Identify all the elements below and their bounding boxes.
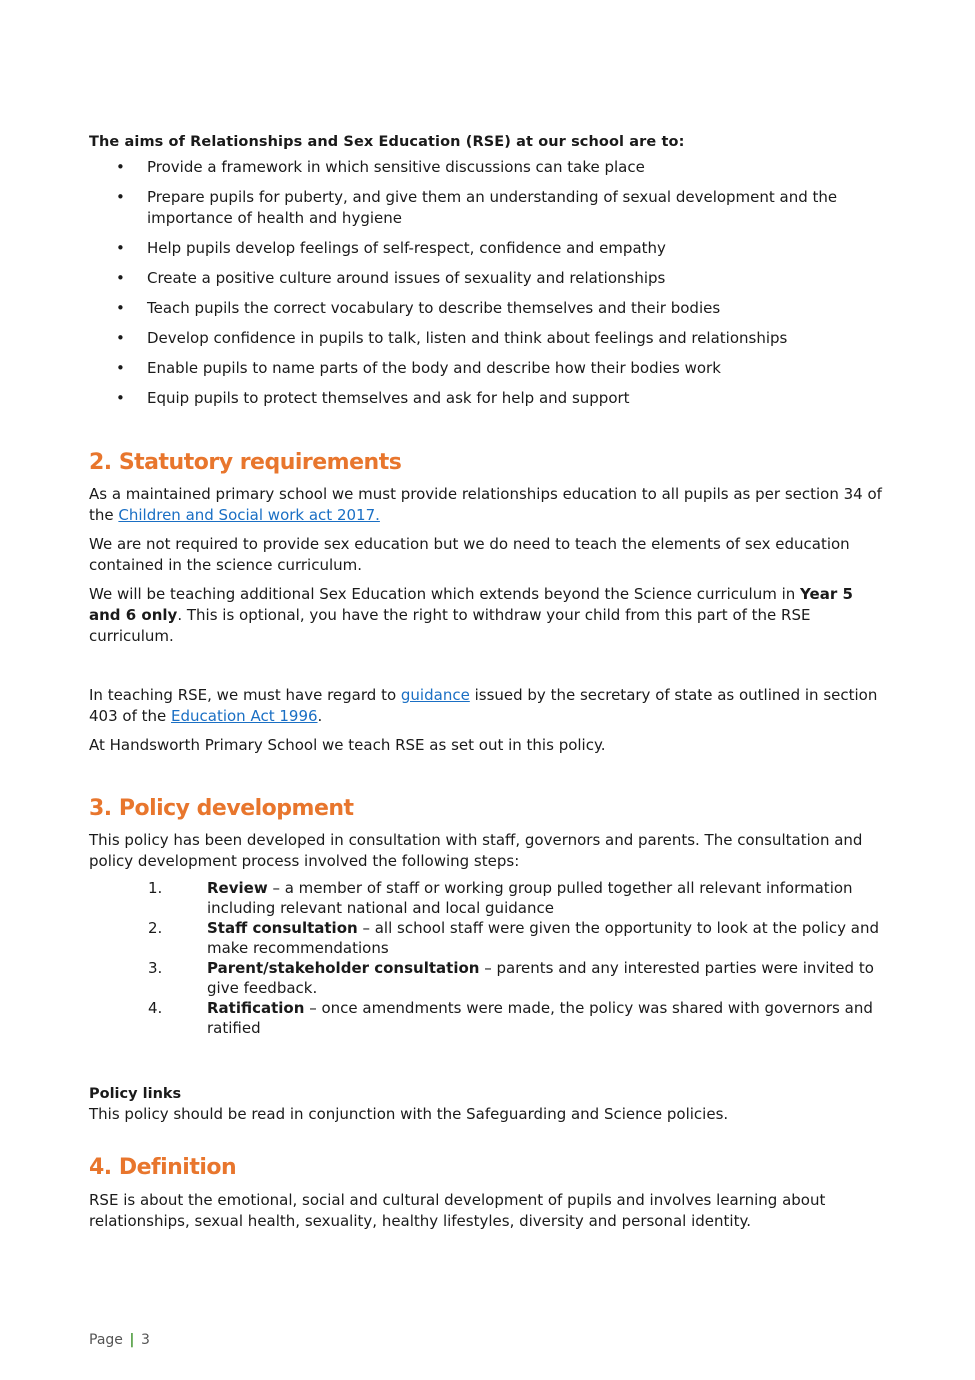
statutory-paragraph-4: In teaching RSE, we must have regard to guidance issued by the secretary of state as outlined in section 403 of the Education Act 1996. <box>89 686 878 725</box>
bullet-icon: • <box>116 359 125 377</box>
footer-separator: | <box>129 1332 135 1348</box>
statutory-paragraph-2: We are not required to provide sex education but we do need to teach the elements of sex education contained in the science curriculum. <box>89 535 850 574</box>
bullet-icon: • <box>116 188 125 206</box>
list-item: 1. Review – a member of staff or working group pulled together all relevant information including relevant national and local guidance <box>148 879 853 917</box>
statutory-paragraph-1: As a maintained primary school we must provide relationships education to all pupils as per section 34 of the Children and Social work act 2017. <box>89 485 882 524</box>
page-number: 3 <box>140 1332 150 1348</box>
list-item: • Develop confidence in pupils to talk, listen and think about feelings and relationships <box>116 329 788 347</box>
bullet-icon: • <box>116 299 125 317</box>
aims-title: The aims of Relationships and Sex Education (RSE) at our school are to: <box>89 134 685 150</box>
bullet-icon: • <box>116 158 125 176</box>
list-item: 4. Ratification – once amendments were made, the policy was shared with governors and ratified <box>148 999 873 1037</box>
definition-heading: 4. Definition <box>89 1155 237 1180</box>
policy-links-title: Policy links <box>89 1086 182 1102</box>
guidance-link[interactable]: guidance <box>400 686 470 704</box>
list-item: • Equip pupils to protect themselves and ask for help and support <box>116 389 630 407</box>
children-social-work-act-link[interactable]: Children and Social work act 2017. <box>118 506 380 524</box>
document-page <box>89 124 889 1232</box>
list-item: • Prepare pupils for puberty, and give them an understanding of sexual development and the importance of health and hygiene <box>116 188 838 227</box>
statutory-paragraph-5: At Handsworth Primary School we teach RSE as set out in this policy. <box>89 736 606 754</box>
bullet-icon: • <box>116 269 125 287</box>
policy-intro: This policy has been developed in consultation with staff, governors and parents. The consultation and policy development process involved the following steps: <box>89 831 863 870</box>
aims-list <box>89 157 889 409</box>
list-item: • Enable pupils to name parts of the body and describe how their bodies work <box>116 359 721 377</box>
bullet-icon: • <box>116 389 125 407</box>
policy-links-text: This policy should be read in conjunction with the Safeguarding and Science policies. <box>89 1105 729 1123</box>
policy-heading: 3. Policy development <box>89 796 354 821</box>
page-footer <box>89 1332 150 1348</box>
bullet-icon: • <box>116 329 125 347</box>
list-item: • Teach pupils the correct vocabulary to describe themselves and their bodies <box>116 299 721 317</box>
list-item: • Provide a framework in which sensitive discussions can take place <box>116 158 645 176</box>
page-label: Page <box>89 1332 123 1348</box>
list-item: 2. Staff consultation – all school staff were given the opportunity to look at the policy and make recommendations <box>148 919 879 957</box>
education-act-link[interactable]: Education Act 1996 <box>171 707 318 725</box>
statutory-paragraph-3: We will be teaching additional Sex Education which extends beyond the Science curriculum in Year 5 and 6 only. This is optional, you have the right to withdraw your child from this part of the RSE curriculum. <box>89 585 853 645</box>
policy-steps-list <box>89 878 889 1038</box>
list-item: 3. Parent/stakeholder consultation – parents and any interested parties were invited to give feedback. <box>148 959 874 997</box>
list-item: • Create a positive culture around issues of sexuality and relationships <box>116 269 666 287</box>
statutory-heading: 2. Statutory requirements <box>89 450 402 475</box>
bullet-icon: • <box>116 239 125 257</box>
definition-text: RSE is about the emotional, social and cultural development of pupils and involves learning about relationships, sexual health, sexuality, healthy lifestyles, diversity and personal identity. <box>89 1191 826 1230</box>
list-item: • Help pupils develop feelings of self-respect, confidence and empathy <box>116 239 666 257</box>
year-5-6-bold: Year 5 and 6 only <box>89 585 853 624</box>
